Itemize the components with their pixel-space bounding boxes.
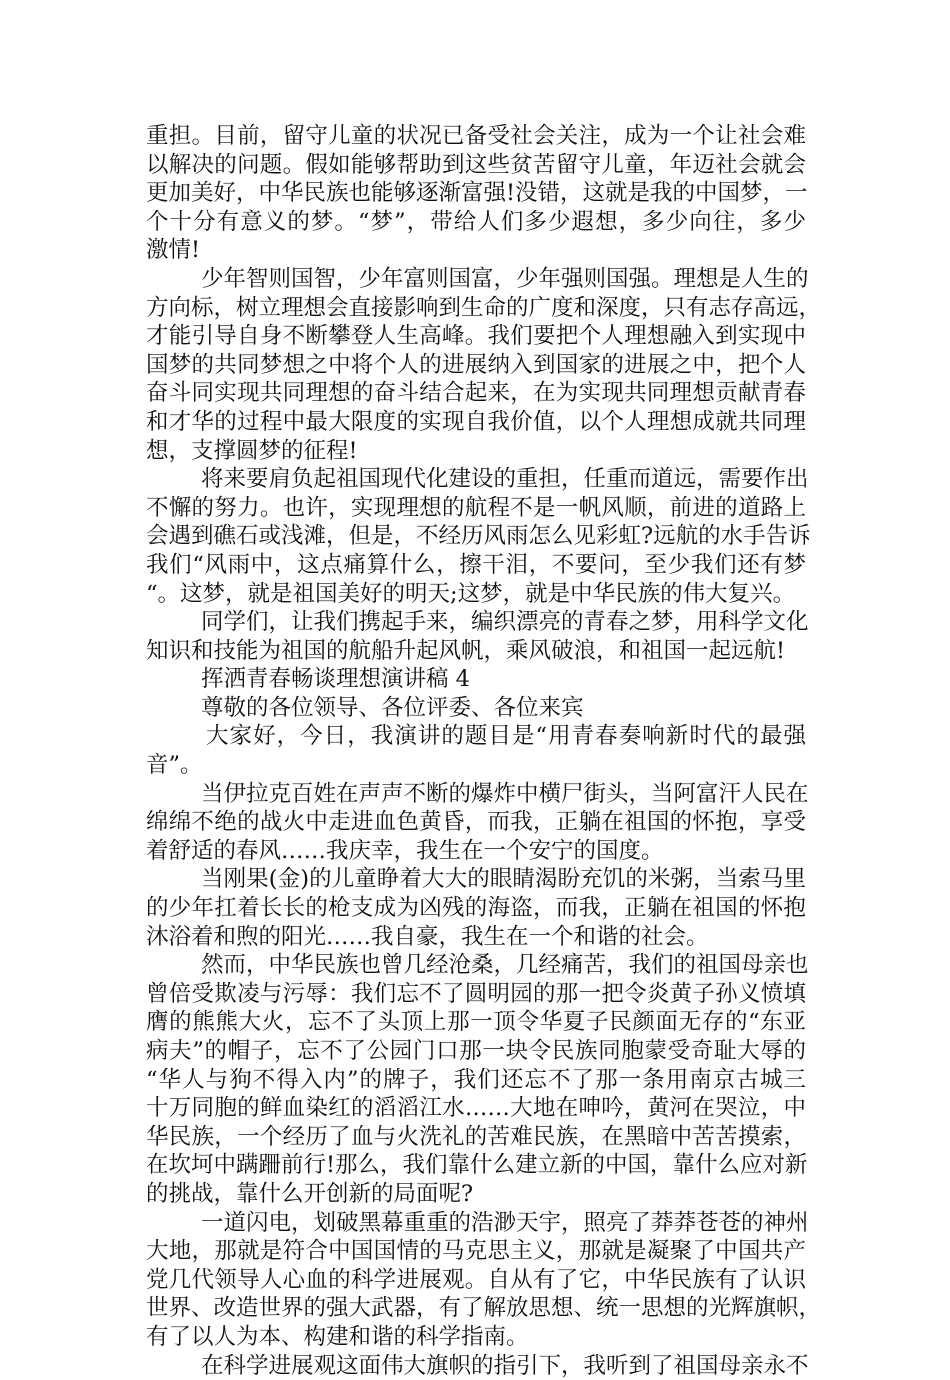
text-line: 想，支撑圆梦的征程! <box>146 437 358 464</box>
text-line: 的挑战，靠什么开创新的局面呢? <box>146 1180 474 1207</box>
text-line: 个十分有意义的梦。“梦”，带给人们多少遐想，多少向往，多少 <box>146 208 806 235</box>
text-line: 大地，那就是符合中国国情的马克思主义，那就是凝聚了中国共产 <box>146 1238 806 1265</box>
text-line: 十万同胞的鲜血染红的滔滔江水……大地在呻吟，黄河在哭泣，中 <box>146 1095 806 1122</box>
text-line: 大家好，今日，我演讲的题目是“用青春奏响新时代的最强 <box>206 723 806 750</box>
text-line: 在坎坷中蹒跚前行!那么，我们靠什么建立新的中国，靠什么应对新 <box>146 1152 808 1179</box>
text-line: 将来要肩负起祖国现代化建设的重担，任重而道远，需要作出 <box>201 466 809 493</box>
text-line: 音”。 <box>146 752 203 779</box>
text-line: 膺的熊熊大火，忘不了头顶上那一顶令华夏子民颜面无存的“东亚 <box>146 1009 806 1036</box>
text-line: “华人与狗不得入内”的牌子，我们还忘不了那一条用南京古城三 <box>146 1066 806 1093</box>
text-line: 以解决的问题。假如能够帮助到这些贫苦留守儿童，年迈社会就会 <box>146 151 806 178</box>
text-line: 的少年扛着长长的枪支成为凶残的海盗，而我，正躺在祖国的怀抱 <box>146 895 806 922</box>
text-line: 党几代领导人心血的科学进展观。自从有了它，中华民族有了认识 <box>146 1266 806 1293</box>
text-line: 重担。目前，留守儿童的状况已备受社会关注，成为一个让社会难 <box>146 123 806 149</box>
text-line: 当刚果(金)的儿童睁着大大的眼睛渴盼充饥的米粥，当索马里 <box>201 866 806 893</box>
text-line: 知识和技能为祖国的航船升起风帆，乘风破浪，和祖国一起远航! <box>146 637 786 664</box>
text-line: 才能引导自身不断攀登人生高峰。我们要把个人理想融入到实现中 <box>146 323 806 350</box>
text-line: 同学们，让我们携起手来，编织漂亮的青春之梦，用科学文化 <box>201 609 809 636</box>
text-line: 少年智则国智，少年富则国富，少年强则国强。理想是人生的 <box>201 265 809 292</box>
text-line: 方向标，树立理想会直接影响到生命的广度和深度，只有志存高远， <box>146 294 822 321</box>
text-line: 一道闪电，划破黑幕重重的浩渺天宇，照亮了莽莽苍苍的神州 <box>201 1209 809 1236</box>
text-line: 尊敬的各位领导、各位评委、各位来宾 <box>201 694 584 721</box>
text-line: 会遇到礁石或浅滩，但是，不经历风雨怎么见彩虹?远航的水手告诉 <box>146 523 811 550</box>
text-line: 和才华的过程中最大限度的实现自我价值，以个人理想成就共同理 <box>146 408 806 435</box>
text-line: 国梦的共同梦想之中将个人的进展纳入到国家的进展之中，把个人 <box>146 351 806 378</box>
text-line: 不懈的努力。也许，实现理想的航程不是一帆风顺，前进的道路上 <box>146 494 806 521</box>
text-line: 在科学进展观这面伟大旗帜的指引下，我听到了祖国母亲永不 <box>201 1352 809 1379</box>
text-line: 曾倍受欺凌与污辱：我们忘不了圆明园的那一把令炎黄子孙义愤填 <box>146 980 806 1007</box>
document-page <box>146 122 822 1380</box>
text-line: 我们“风雨中，这点痛算什么，擦干泪，不要问，至少我们还有梦 <box>146 551 806 578</box>
text-line: 奋斗同实现共同理想的奋斗结合起来，在为实现共同理想贡献青春 <box>146 380 806 407</box>
text-line: 沐浴着和煦的阳光……我自豪，我生在一个和谐的社会。 <box>146 923 709 950</box>
text-line: 华民族，一个经历了血与火洗礼的苦难民族，在黑暗中苦苦摸索， <box>146 1123 806 1150</box>
text-line: 病夫”的帽子，忘不了公园门口那一块令民族同胞蒙受奇耻大辱的 <box>146 1038 806 1064</box>
text-line: 然而，中华民族也曾几经沧桑，几经痛苦，我们的祖国母亲也 <box>201 952 809 979</box>
text-line: 绵绵不绝的战火中走进血色黄昏，而我，正躺在祖国的怀抱，享受 <box>146 809 806 836</box>
text-line: 激情! <box>146 237 201 264</box>
text-line: “。这梦，就是祖国美好的明天;这梦，就是中华民族的伟大复兴。 <box>146 580 796 607</box>
text-line: 着舒适的春风……我庆幸，我生在一个安宁的国度。 <box>146 837 664 864</box>
text-line: 当伊拉克百姓在声声不断的爆炸中横尸街头，当阿富汗人民在 <box>201 780 809 807</box>
text-line: 有了以人为本、构建和谐的科学指南。 <box>146 1323 529 1350</box>
text-line: 挥洒青春畅谈理想演讲稿 4 <box>201 666 470 693</box>
text-line: 更加美好，中华民族也能够逐渐富强!没错，这就是我的中国梦，一 <box>146 180 808 207</box>
text-line: 世界、改造世界的强大武器，有了解放思想、统一思想的光辉旗帜， <box>146 1295 822 1322</box>
